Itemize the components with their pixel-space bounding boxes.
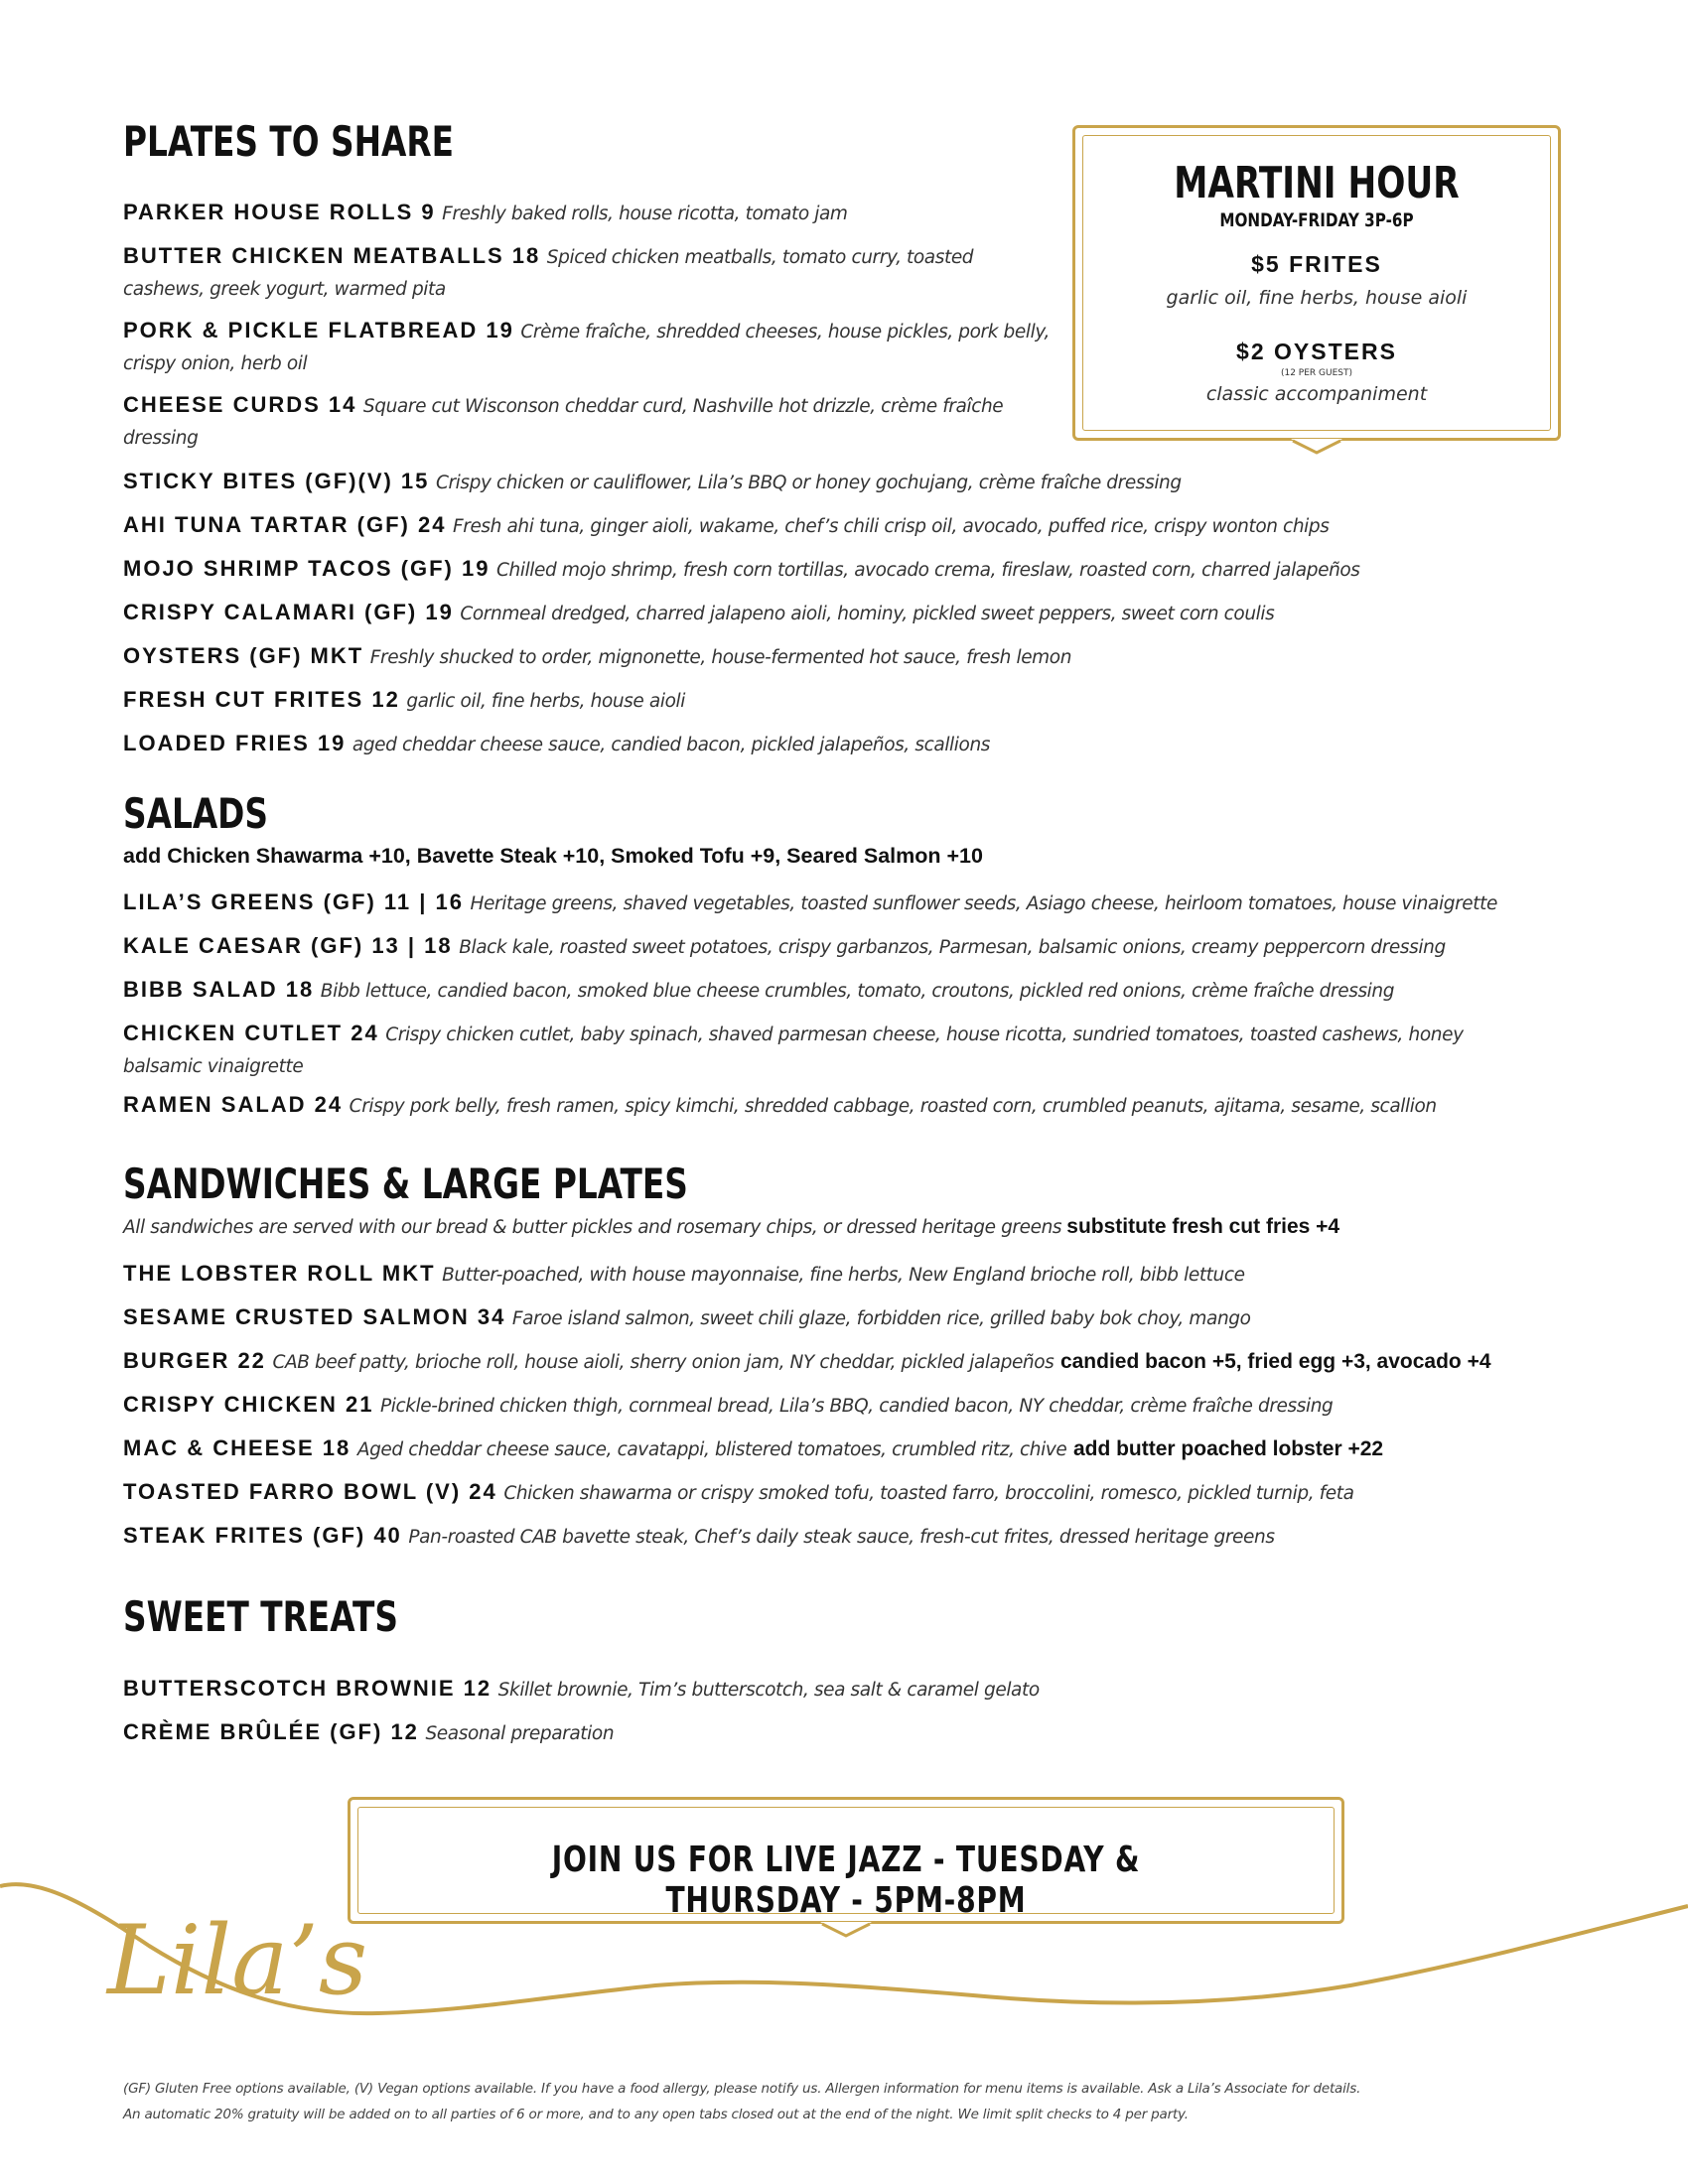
menu-item: [123, 389, 1037, 454]
plates-heading: PLATES TO SHARE: [123, 117, 454, 166]
item-desc: Heritage greens, shaved vegetables, toasted sunflower seeds, Asiago cheese, heirloom tomatoes, house vinaigrette: [470, 893, 1497, 914]
menu-item: [123, 974, 1553, 1007]
oysters-special-desc: classic accompaniment: [1205, 383, 1428, 405]
item-desc: Bibb lettuce, candied bacon, smoked blue cheese crumbles, tomato, croutons, pickled red onions, crème fraîche dressing: [320, 981, 1395, 1002]
item-name: FRESH CUT FRITES 12: [123, 687, 400, 712]
martini-title: MARTINI HOUR: [1174, 158, 1460, 208]
menu-item: [123, 640, 1553, 673]
item-name: RAMEN SALAD 24: [123, 1092, 344, 1117]
item-name: MOJO SHRIMP TACOS (GF) 19: [123, 556, 491, 581]
item-name: BURGER 22: [123, 1348, 266, 1373]
menu-item: [123, 553, 1553, 586]
intro-desc: All sandwiches are served with our bread & butter pickles and rosemary chips, or dressed heritage greens: [123, 1217, 1062, 1238]
item-name: BIBB SALAD 18: [123, 977, 315, 1002]
item-name: LILA’S GREENS (GF) 11 | 16: [123, 889, 465, 914]
menu-item: [123, 684, 1553, 717]
menu-item: [123, 887, 1553, 919]
menu-item: [123, 1716, 1553, 1749]
item-desc: Pan-roasted CAB bavette steak, Chef’s daily steak sauce, fresh-cut frites, dressed heritage greens: [408, 1527, 1275, 1548]
item-extra: add butter poached lobster +22: [1072, 1437, 1384, 1460]
item-desc: Square cut Wisconson cheddar curd, Nashville hot drizzle, crème fraîche dressing: [123, 396, 1004, 449]
item-desc: Black kale, roasted sweet potatoes, crispy garbanzos, Parmesan, balsamic onions, creamy peppercorn dressing: [459, 937, 1446, 958]
item-desc: Crispy pork belly, fresh ramen, spicy kimchi, shredded cabbage, roasted corn, crumbled peanuts, ajitama, sesame, scallion: [349, 1096, 1437, 1117]
item-desc: Faroe island salmon, sweet chili glaze, forbidden rice, grilled baby bok choy, mango: [511, 1308, 1251, 1329]
martini-subtitle: MONDAY-FRIDAY 3P-6P: [1219, 209, 1414, 231]
item-name: CRÈME BRÛLÉE (GF) 12: [123, 1719, 419, 1744]
menu-item: [123, 1089, 1553, 1122]
item-name: KALE CAESAR (GF) 13 | 18: [123, 933, 453, 958]
menu-item: [123, 1520, 1553, 1553]
allergy-notice: (GF) Gluten Free options available, (V) Vegan options available. If you have a food allergy, please notify us. Allergen information for menu items is available. Ask a Lila’s Associate for details.: [123, 2081, 1361, 2097]
oysters-special-name: $2 OYSTERS: [1236, 339, 1397, 364]
item-name: MAC & CHEESE 18: [123, 1435, 352, 1460]
item-name: STEAK FRITES (GF) 40: [123, 1523, 402, 1548]
jazz-banner-notch: [820, 1916, 872, 1938]
menu-item: [123, 240, 1037, 305]
item-desc: CAB beef patty, brioche roll, house aioli, sherry onion jam, NY cheddar, pickled jalapeños: [272, 1352, 1055, 1373]
item-desc: Butter-poached, with house mayonnaise, fine herbs, New England brioche roll, bibb lettuce: [442, 1265, 1245, 1286]
item-name: OYSTERS (GF) MKT: [123, 643, 364, 668]
item-desc: Crispy chicken or cauliflower, Lila’s BBQ or honey gochujang, crème fraîche dressing: [435, 473, 1182, 493]
menu-item: [123, 509, 1553, 542]
lilas-logo: [99, 1876, 368, 2035]
frites-special-name: $5 FRITES: [1251, 251, 1382, 277]
menu-item: [123, 466, 1553, 498]
item-name: PORK & PICKLE FLATBREAD 19: [123, 318, 514, 342]
item-desc: garlic oil, fine herbs, house aioli: [406, 691, 685, 712]
item-name: LOADED FRIES 19: [123, 731, 347, 755]
menu-item: [123, 930, 1553, 963]
oysters-special-note: (12 PER GUEST): [1280, 368, 1353, 378]
menu-item: [123, 597, 1553, 629]
item-name: AHI TUNA TARTAR (GF) 24: [123, 512, 447, 537]
menu-item: [123, 1389, 1553, 1422]
item-name: PARKER HOUSE ROLLS 9: [123, 200, 436, 224]
item-desc: Skillet brownie, Tim’s butterscotch, sea salt & caramel gelato: [497, 1680, 1040, 1701]
item-name: CHEESE CURDS 14: [123, 392, 357, 417]
item-name: STICKY BITES (GF)(V) 15: [123, 469, 430, 493]
item-desc: Crème fraîche, shredded cheeses, house pickles, pork belly, crispy onion, herb oil: [123, 322, 1050, 374]
item-desc: Chilled mojo shrimp, fresh corn tortillas, avocado crema, fireslaw, roasted corn, charred jalapeños: [495, 560, 1360, 581]
item-extra: candied bacon +5, fried egg +3, avocado +4: [1059, 1350, 1491, 1373]
item-desc: Crispy chicken cutlet, baby spinach, shaved parmesan cheese, house ricotta, sundried tomatoes, toasted cashews, honey balsamic vinaigrette: [123, 1024, 1464, 1077]
item-desc: Fresh ahi tuna, ginger aioli, wakame, chef’s chili crisp oil, avocado, puffed rice, crispy wonton chips: [453, 516, 1330, 537]
salads-add-ons: add Chicken Shawarma +10, Bavette Steak +10, Smoked Tofu +9, Seared Salmon +10: [123, 844, 983, 868]
item-desc: Freshly baked rolls, house ricotta, tomato jam: [442, 204, 848, 224]
item-name: SESAME CRUSTED SALMON 34: [123, 1304, 506, 1329]
sandwiches-heading: SANDWICHES & LARGE PLATES: [123, 1160, 688, 1208]
logo-text: Lila’s: [107, 1905, 368, 2016]
item-name: CRISPY CALAMARI (GF) 19: [123, 600, 454, 624]
menu-item: [123, 1018, 1533, 1082]
item-name: CRISPY CHICKEN 21: [123, 1392, 374, 1417]
menu-item: [123, 1258, 1553, 1291]
item-desc: Cornmeal dredged, charred jalapeno aioli, hominy, pickled sweet peppers, sweet corn coulis: [460, 604, 1275, 624]
menu-item: [123, 728, 1553, 760]
menu-item: [123, 1673, 1553, 1706]
sweets-heading: SWEET TREATS: [123, 1592, 398, 1641]
menu-item: [123, 1301, 1553, 1334]
item-name: CHICKEN CUTLET 24: [123, 1021, 379, 1045]
item-desc: Pickle-brined chicken thigh, cornmeal bread, Lila’s BBQ, candied bacon, NY cheddar, crème fraîche dressing: [379, 1396, 1334, 1417]
salads-heading: SALADS: [123, 789, 268, 838]
menu-item: [123, 1476, 1553, 1509]
item-desc: Freshly shucked to order, mignonette, house-fermented hot sauce, fresh lemon: [369, 647, 1072, 668]
item-name: THE LOBSTER ROLL MKT: [123, 1261, 436, 1286]
live-jazz-banner: [348, 1797, 1344, 1924]
martini-hour-box: [1072, 125, 1561, 441]
item-name: BUTTERSCOTCH BROWNIE 12: [123, 1676, 492, 1701]
item-desc: Seasonal preparation: [425, 1723, 615, 1744]
menu-item: [123, 315, 1066, 379]
item-name: TOASTED FARRO BOWL (V) 24: [123, 1479, 497, 1504]
item-desc: Spiced chicken meatballs, tomato curry, toasted cashews, greek yogurt, warmed pita: [123, 247, 974, 300]
item-name: BUTTER CHICKEN MEATBALLS 18: [123, 243, 541, 268]
jazz-text: JOIN US FOR LIVE JAZZ - TUESDAY & THURSDAY - 5PM-8PM: [551, 1840, 1141, 1921]
item-desc: Chicken shawarma or crispy smoked tofu, toasted farro, broccolini, romesco, pickled turnip, feta: [503, 1483, 1354, 1504]
menu-item: [123, 1345, 1553, 1378]
intro-extra: substitute fresh cut fries +4: [1066, 1215, 1340, 1238]
martini-box-notch: [1291, 433, 1342, 455]
item-desc: aged cheddar cheese sauce, candied bacon, pickled jalapeños, scallions: [352, 735, 991, 755]
sandwiches-intro: [123, 1215, 1339, 1239]
gratuity-notice: An automatic 20% gratuity will be added on to all parties of 6 or more, and to any open tabs closed out at the end of the night. We limit split checks to 4 per party.: [123, 2107, 1189, 2122]
item-desc: Aged cheddar cheese sauce, cavatappi, blistered tomatoes, crumbled ritz, chive: [356, 1439, 1067, 1460]
menu-item: [123, 1433, 1553, 1465]
frites-special-desc: garlic oil, fine herbs, house aioli: [1166, 287, 1468, 309]
